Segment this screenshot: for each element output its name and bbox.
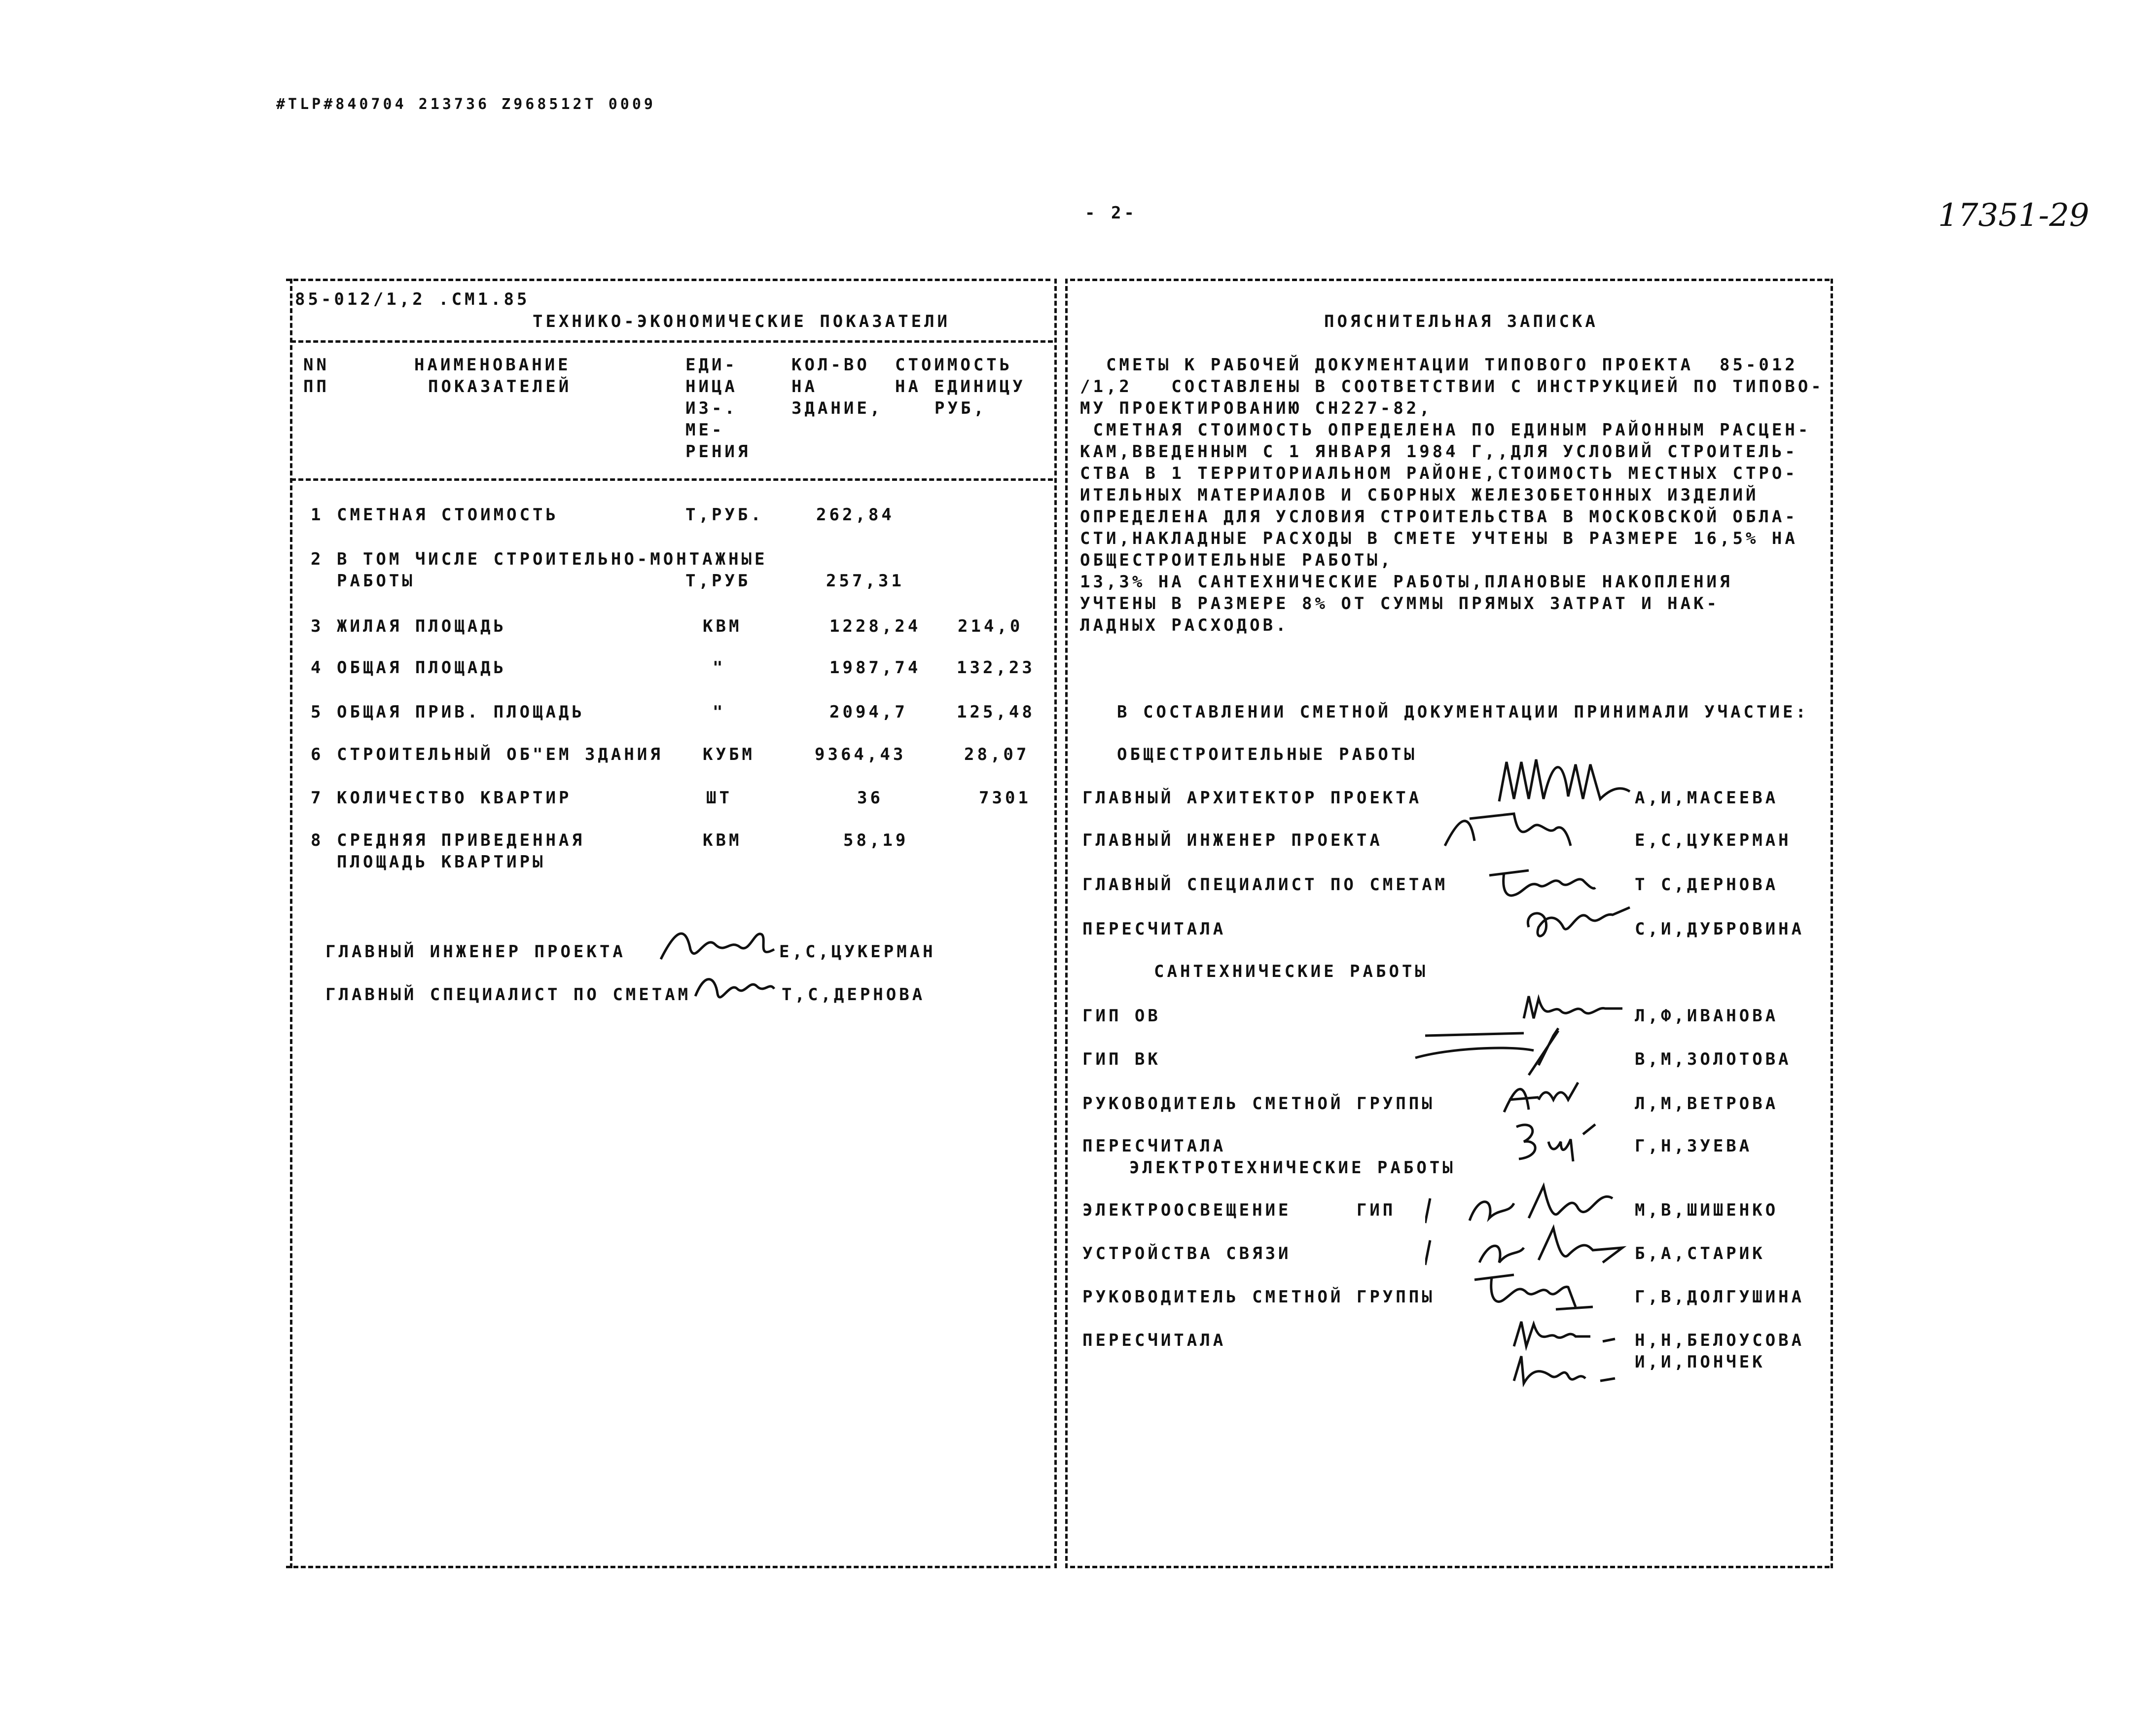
participants-heading: В СОСТАВЛЕНИИ СМЕТНОЙ ДОКУМЕНТАЦИИ ПРИНИМАЛИ УЧАСТИЕ: (1117, 702, 1809, 722)
document-code-line: #TLP#840704 213736 Z968512T 0009 (276, 96, 656, 113)
frame-top-left (286, 279, 1050, 281)
participant-extra-name: И,И,ПОНЧЕК (1635, 1352, 1765, 1372)
left-signature-role-chief-engineer: ГЛАВНЫЙ ИНЖЕНЕР ПРОЕКТА (325, 942, 626, 962)
handwritten-signature (690, 967, 779, 1011)
page-number: - 2- (1085, 203, 1137, 223)
frame-top-right (1070, 279, 1830, 281)
handwritten-sheet-number: 17351-29 (1938, 197, 2089, 234)
table-header-rule (291, 340, 1053, 343)
frame-bottom-right (1070, 1566, 1830, 1568)
handwritten-signature (1440, 801, 1573, 856)
handwritten-signature (1499, 1070, 1598, 1119)
handwritten-signature (1509, 1115, 1608, 1169)
frame-left (290, 279, 292, 1568)
doc-code: 85-012/1,2 .СМ1.85 (295, 289, 530, 309)
left-signature-name-chief-engineer: Е,С,ЦУКЕРМАН (779, 942, 936, 962)
section-heading-electrical: ЭЛЕКТРОТЕХНИЧЕСКИЕ РАБОТЫ (1129, 1158, 1456, 1178)
left-panel-title: ТЕХНИКО-ЭКОНОМИЧЕСКИЕ ПОКАЗАТЕЛИ (533, 312, 951, 331)
left-signature-name-chief-estimator: Т,С,ДЕРНОВА (782, 985, 926, 1005)
handwritten-signature (1504, 1317, 1622, 1391)
frame-right (1831, 279, 1833, 1568)
handwritten-signature (656, 920, 779, 969)
section-heading-general: ОБЩЕСТРОИТЕЛЬНЫЕ РАБОТЫ (1117, 745, 1417, 764)
section-heading-sanitary: САНТЕХНИЧЕСКИЕ РАБОТЫ (1154, 962, 1428, 981)
table-body-rule (291, 478, 1053, 481)
right-panel-title: ПОЯСНИТЕЛЬНАЯ ЗАПИСКА (1324, 312, 1598, 331)
frame-bottom-left (286, 1566, 1050, 1568)
left-signature-role-chief-estimator: ГЛАВНЫЙ СПЕЦИАЛИСТ ПО СМЕТАМ (325, 985, 691, 1005)
frame-middle-b (1065, 279, 1068, 1568)
frame-middle-a (1054, 279, 1057, 1568)
handwritten-signature (1519, 898, 1632, 947)
handwritten-signature (1470, 1265, 1598, 1314)
